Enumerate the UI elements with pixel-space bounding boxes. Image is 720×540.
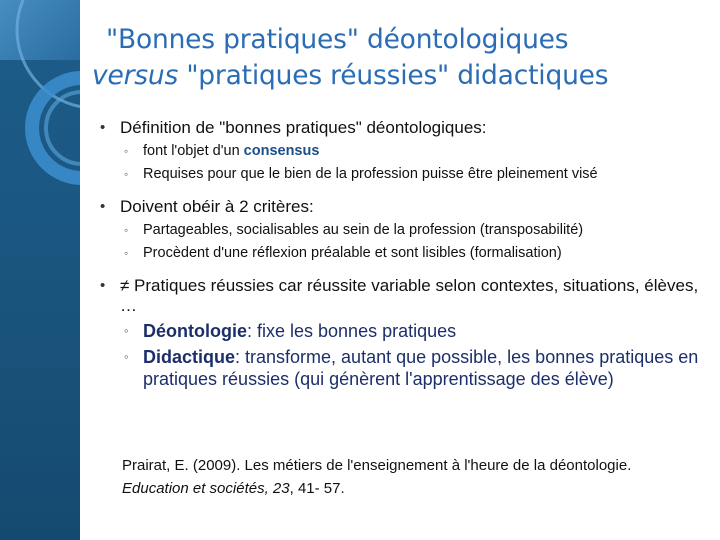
title-line-2 bbox=[92, 58, 692, 94]
title-line-2-rest: "pratiques réussies" didactiques bbox=[178, 60, 609, 91]
sub-bullet-marker: ◦ bbox=[124, 246, 129, 260]
bullet-3-sub-2 bbox=[98, 346, 713, 390]
title-versus: versus bbox=[92, 60, 179, 91]
reference-suffix: , 41- 57. bbox=[289, 480, 345, 497]
bullet-3-sub-1-rest: : fixe les bonnes pratiques bbox=[247, 321, 457, 341]
bullet-marker: • bbox=[100, 119, 106, 136]
sub-bullet-marker: ◦ bbox=[124, 223, 129, 237]
slide-title bbox=[92, 22, 692, 94]
bullet-1-sub-1-emphasis: consensus bbox=[243, 143, 320, 159]
bullet-1-text: Définition de "bonnes pratiques" déontologiques: bbox=[120, 118, 487, 137]
bullet-marker: • bbox=[100, 198, 106, 215]
decorative-circles-graphic bbox=[0, 0, 80, 540]
bullet-3 bbox=[98, 276, 713, 316]
bullet-1-sub-2 bbox=[98, 163, 713, 186]
bullet-marker: • bbox=[100, 277, 106, 294]
sub-bullet-marker: ◦ bbox=[124, 167, 129, 181]
bullet-1-sub-1-prefix: font l'objet d'un bbox=[143, 143, 244, 159]
bullet-list bbox=[98, 118, 713, 390]
reference-prefix: Prairat, E. (2009). Les métiers de l'enseignement à l'heure de la déontologie. bbox=[122, 457, 632, 474]
bullet-3-sub-1 bbox=[98, 320, 713, 342]
reference-journal: Education et sociétés, 23 bbox=[122, 480, 290, 497]
bullet-3-sub-1-term: Déontologie bbox=[143, 321, 247, 341]
sub-bullet-marker: ◦ bbox=[124, 144, 129, 158]
title-line-1: "Bonnes pratiques" déontologiques bbox=[106, 24, 569, 55]
decorative-side-band bbox=[0, 0, 80, 540]
bullet-2 bbox=[98, 197, 713, 217]
bullet-2-sub-2-text: Procèdent d'une réflexion préalable et sont lisibles (formalisation) bbox=[143, 245, 562, 261]
bullet-2-sub-1 bbox=[98, 219, 713, 242]
slide-content bbox=[80, 0, 720, 540]
bullet-3-text: ≠ Pratiques réussies car réussite variable selon contextes, situations, élèves, … bbox=[120, 276, 699, 315]
bullet-2-text: Doivent obéir à 2 critères: bbox=[120, 197, 314, 216]
bullet-2-sub-1-text: Partageables, socialisables au sein de la profession (transposabilité) bbox=[143, 222, 584, 238]
bullet-1-sub-2-text: Requises pour que le bien de la profession puisse être pleinement visé bbox=[143, 166, 598, 182]
sub-bullet-marker: ◦ bbox=[124, 323, 129, 338]
bullet-1-sub-1 bbox=[98, 140, 713, 163]
bullet-3-sub-2-rest: : transforme, autant que possible, les bonnes pratiques en pratiques réussies (qui génèrent l'apprentissage des élève) bbox=[143, 347, 699, 389]
bullet-1 bbox=[98, 118, 713, 138]
sub-bullet-marker: ◦ bbox=[124, 349, 129, 364]
reference-citation bbox=[122, 454, 682, 500]
bullet-2-sub-2 bbox=[98, 242, 713, 265]
bullet-3-sub-2-term: Didactique bbox=[143, 347, 236, 367]
